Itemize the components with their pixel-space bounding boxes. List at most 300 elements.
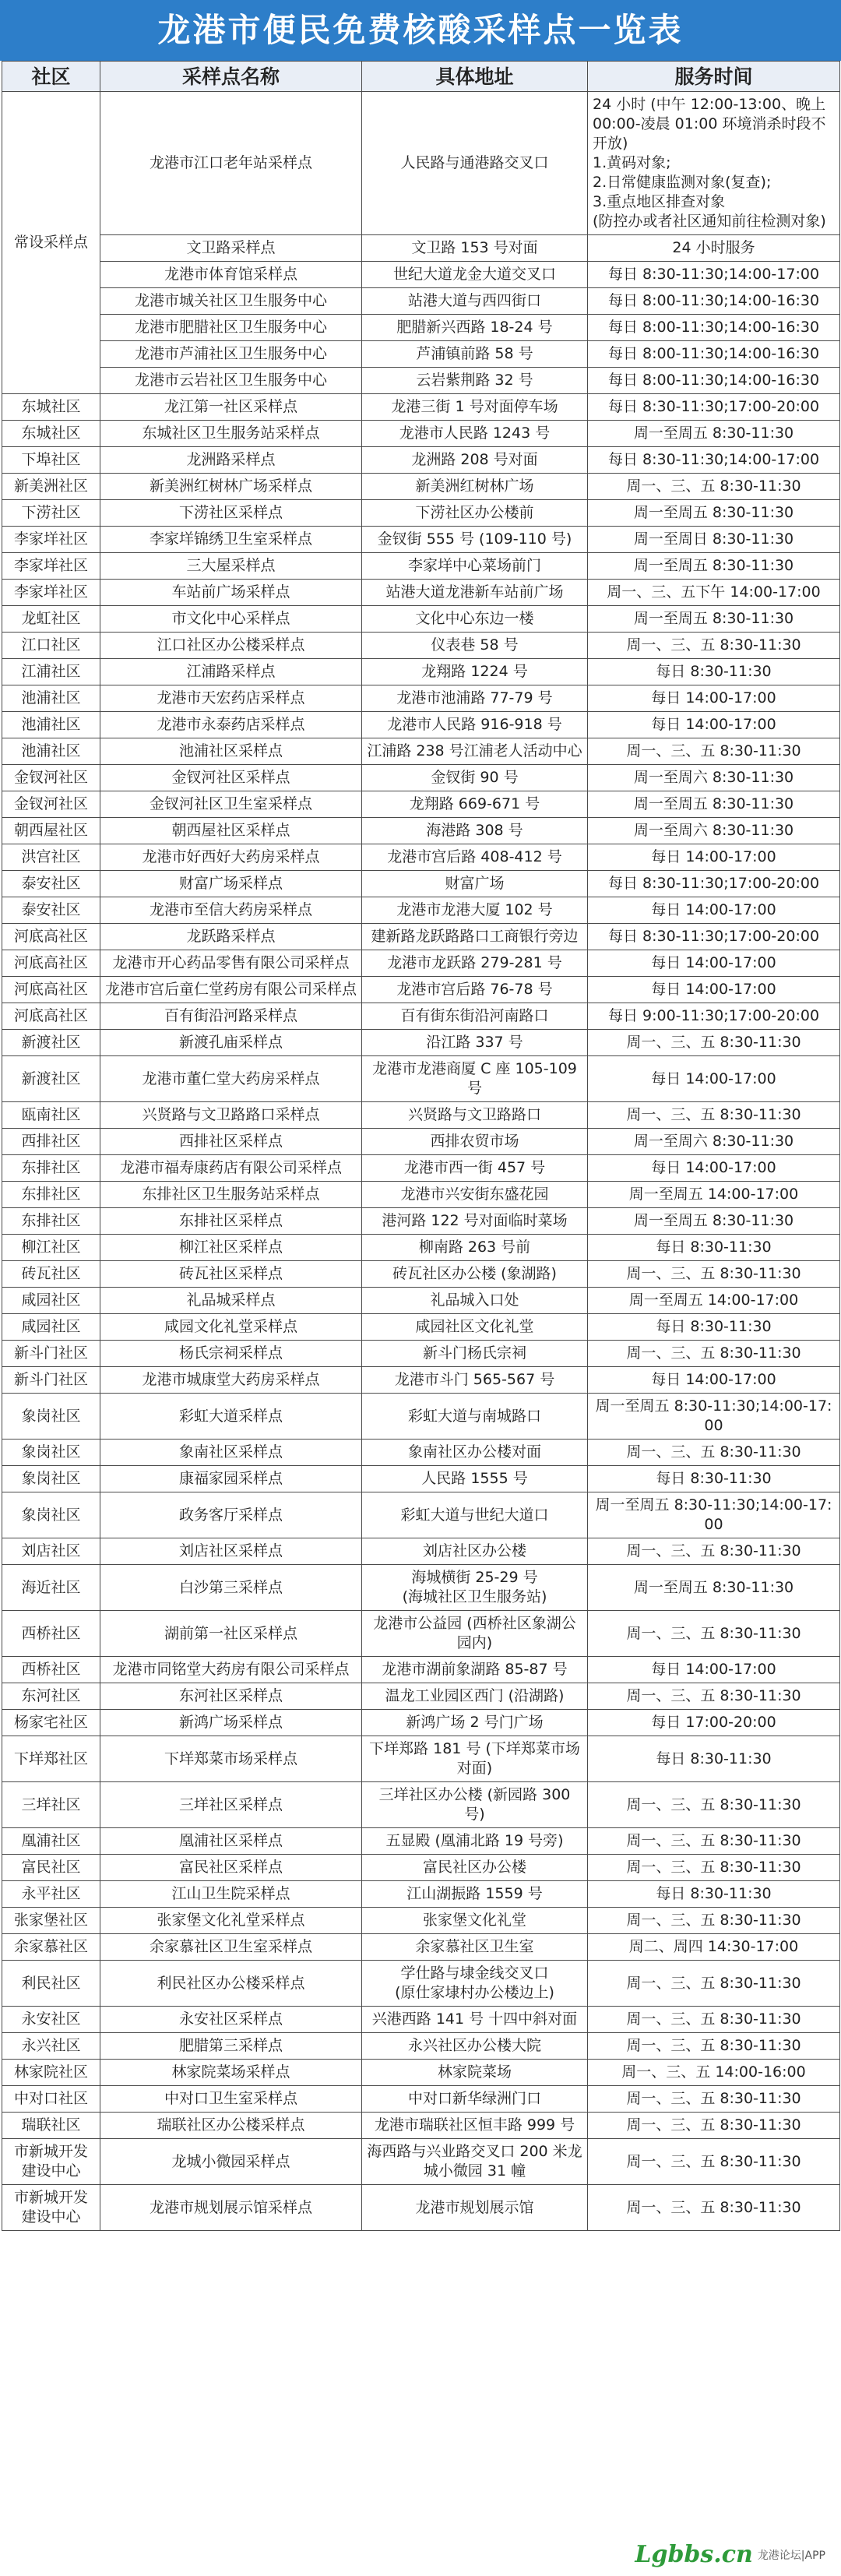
table-row <box>2 1961 840 2007</box>
service-time-cell: 周一、三、五 14:00-16:00 <box>588 2060 840 2086</box>
table-row <box>2 1235 840 1261</box>
service-time-cell: 每日 8:30-11:30;17:00-20:00 <box>588 871 840 897</box>
service-time-cell: 周一至周五 14:00-17:00 <box>588 1288 840 1314</box>
table-row <box>2 2086 840 2113</box>
address-cell: 龙港市龙跃路 279-281 号 <box>362 950 588 977</box>
site-name-cell: 龙城小微园采样点 <box>100 2139 362 2185</box>
site-name-cell: 朝西屋社区采样点 <box>100 818 362 844</box>
address-cell: 龙港市龙港大厦 102 号 <box>362 897 588 924</box>
community-cell: 柳江社区 <box>2 1235 100 1261</box>
address-cell: 芦浦镇前路 58 号 <box>362 341 588 368</box>
address-cell: 站港大道龙港新车站前广场 <box>362 580 588 606</box>
service-time-cell: 每日 8:00-11:30;14:00-16:30 <box>588 288 840 315</box>
address-cell: 江浦路 238 号江浦老人活动中心 <box>362 738 588 765</box>
site-name-cell: 龙港市江口老年站采样点 <box>100 92 362 235</box>
community-cell: 咸园社区 <box>2 1314 100 1341</box>
community-cell: 象岗社区 <box>2 1492 100 1538</box>
community-cell: 象岗社区 <box>2 1394 100 1440</box>
community-cell: 瑞联社区 <box>2 2113 100 2139</box>
table-row <box>2 1492 840 1538</box>
community-cell: 河底高社区 <box>2 950 100 977</box>
service-time-cell: 每日 8:30-11:30;14:00-17:00 <box>588 262 840 288</box>
community-cell: 金钗河社区 <box>2 791 100 818</box>
address-cell: 下垟郑路 181 号 (下垟郑菜市场对面) <box>362 1736 588 1782</box>
address-cell: 新斗门杨氏宗祠 <box>362 1341 588 1367</box>
address-cell: 林家院菜场 <box>362 2060 588 2086</box>
table-row <box>2 633 840 659</box>
address-cell: 云岩紫荆路 32 号 <box>362 368 588 394</box>
table-row <box>2 1908 840 1934</box>
address-cell: 礼品城入口处 <box>362 1288 588 1314</box>
table-row <box>2 447 840 474</box>
table-row <box>2 1466 840 1492</box>
community-cell: 河底高社区 <box>2 924 100 950</box>
table-row <box>2 818 840 844</box>
table-row <box>2 580 840 606</box>
community-cell: 西桥社区 <box>2 1657 100 1683</box>
service-time-cell: 周一、三、五 8:30-11:30 <box>588 1611 840 1657</box>
site-name-cell: 龙港市开心药品零售有限公司采样点 <box>100 950 362 977</box>
address-cell: 三垟社区办公楼 (新园路 300 号) <box>362 1782 588 1828</box>
community-cell: 象岗社区 <box>2 1440 100 1466</box>
address-cell: 刘店社区办公楼 <box>362 1538 588 1565</box>
service-time-cell: 周一、三、五 8:30-11:30 <box>588 1828 840 1855</box>
community-cell: 池浦社区 <box>2 712 100 738</box>
community-cell: 海近社区 <box>2 1565 100 1611</box>
service-time-cell: 周一至周五 8:30-11:30 <box>588 1565 840 1611</box>
community-cell: 常设采样点 <box>2 92 100 394</box>
community-cell: 西排社区 <box>2 1129 100 1155</box>
service-time-cell: 每日 8:30-11:30 <box>588 659 840 685</box>
address-cell: 下涝社区办公楼前 <box>362 500 588 527</box>
community-cell: 朝西屋社区 <box>2 818 100 844</box>
sampling-table <box>2 61 840 2231</box>
service-time-cell: 每日 17:00-20:00 <box>588 1710 840 1736</box>
table-row <box>2 1828 840 1855</box>
community-cell: 西桥社区 <box>2 1611 100 1657</box>
service-time-cell: 周一、三、五 8:30-11:30 <box>588 2185 840 2231</box>
address-cell: 余家慕社区卫生室 <box>362 1934 588 1961</box>
address-cell: 西排农贸市场 <box>362 1129 588 1155</box>
service-time-cell: 周一、三、五 8:30-11:30 <box>588 2113 840 2139</box>
address-cell: 海城横街 25-29 号 (海城社区卫生服务站) <box>362 1565 588 1611</box>
community-cell: 三垟社区 <box>2 1782 100 1828</box>
service-time-cell: 周一至周六 8:30-11:30 <box>588 765 840 791</box>
service-time-cell: 周一、三、五 8:30-11:30 <box>588 1782 840 1828</box>
address-cell: 人民路与通港路交叉口 <box>362 92 588 235</box>
forum-watermark <box>630 2539 830 2570</box>
service-time-cell: 每日 8:00-11:30;14:00-16:30 <box>588 315 840 341</box>
table-row <box>2 1394 840 1440</box>
site-name-cell: 龙港市天宏药店采样点 <box>100 685 362 712</box>
address-cell: 龙翔路 1224 号 <box>362 659 588 685</box>
table-row <box>2 897 840 924</box>
table-row <box>2 1855 840 1881</box>
table-row <box>2 553 840 580</box>
site-name-cell: 龙港市福寿康药店有限公司采样点 <box>100 1155 362 1182</box>
table-row <box>2 368 840 394</box>
site-name-cell: 瑞联社区办公楼采样点 <box>100 2113 362 2139</box>
service-time-cell: 周一、三、五 8:30-11:30 <box>588 1538 840 1565</box>
table-row <box>2 2139 840 2185</box>
address-cell: 仪表巷 58 号 <box>362 633 588 659</box>
address-cell: 海港路 308 号 <box>362 818 588 844</box>
service-time-cell: 周一、三、五 8:30-11:30 <box>588 474 840 500</box>
table-row <box>2 738 840 765</box>
service-time-cell: 周一、三、五 8:30-11:30 <box>588 1855 840 1881</box>
service-time-cell: 每日 14:00-17:00 <box>588 950 840 977</box>
service-time-cell: 每日 8:30-11:30;17:00-20:00 <box>588 924 840 950</box>
address-cell: 龙港市湖前象湖路 85-87 号 <box>362 1657 588 1683</box>
table-row <box>2 1288 840 1314</box>
community-cell: 张家堡社区 <box>2 1908 100 1934</box>
service-time-cell: 周一至周五 8:30-11:30;14:00-17:00 <box>588 1492 840 1538</box>
service-time-cell: 周一、三、五 8:30-11:30 <box>588 1440 840 1466</box>
table-row <box>2 394 840 421</box>
community-cell: 新渡社区 <box>2 1056 100 1102</box>
site-name-cell: 龙港市永泰药店采样点 <box>100 712 362 738</box>
site-name-cell: 江山卫生院采样点 <box>100 1881 362 1908</box>
address-cell: 龙港市规划展示馆 <box>362 2185 588 2231</box>
community-cell: 洪宫社区 <box>2 844 100 871</box>
site-name-cell: 兴贤路与文卫路路口采样点 <box>100 1102 362 1129</box>
table-row <box>2 1934 840 1961</box>
community-cell: 东河社区 <box>2 1683 100 1710</box>
table-row <box>2 1261 840 1288</box>
table-row <box>2 1657 840 1683</box>
community-cell: 下涝社区 <box>2 500 100 527</box>
community-cell: 余家慕社区 <box>2 1934 100 1961</box>
community-cell: 富民社区 <box>2 1855 100 1881</box>
site-name-cell: 金钗河社区采样点 <box>100 765 362 791</box>
site-name-cell: 龙港市好西好大药房采样点 <box>100 844 362 871</box>
service-time-cell: 每日 8:30-11:30 <box>588 1235 840 1261</box>
site-name-cell: 砖瓦社区采样点 <box>100 1261 362 1288</box>
address-cell: 财富广场 <box>362 871 588 897</box>
table-row <box>2 288 840 315</box>
community-cell: 永兴社区 <box>2 2033 100 2060</box>
community-cell: 市新城开发建设中心 <box>2 2185 100 2231</box>
address-cell: 兴港西路 141 号 十四中斜对面 <box>362 2007 588 2033</box>
service-time-cell: 周一、三、五 8:30-11:30 <box>588 1030 840 1056</box>
service-time-cell: 每日 14:00-17:00 <box>588 712 840 738</box>
site-name-cell: 龙洲路采样点 <box>100 447 362 474</box>
address-cell: 龙港市龙港商厦 C 座 105-109 号 <box>362 1056 588 1102</box>
address-cell: 龙港市宫后路 408-412 号 <box>362 844 588 871</box>
service-time-cell: 周一至周五 8:30-11:30 <box>588 553 840 580</box>
community-cell: 咸园社区 <box>2 1288 100 1314</box>
table-row <box>2 1030 840 1056</box>
service-time-cell: 周一、三、五 8:30-11:30 <box>588 1102 840 1129</box>
service-time-cell: 周一至周六 8:30-11:30 <box>588 818 840 844</box>
site-name-cell: 富民社区采样点 <box>100 1855 362 1881</box>
address-cell: 金钗街 555 号 (109-110 号) <box>362 527 588 553</box>
site-name-cell: 龙港市云岩社区卫生服务中心 <box>100 368 362 394</box>
site-name-cell: 湖前第一社区采样点 <box>100 1611 362 1657</box>
address-cell: 兴贤路与文卫路路口 <box>362 1102 588 1129</box>
site-name-cell: 彩虹大道采样点 <box>100 1394 362 1440</box>
address-cell: 龙翔路 669-671 号 <box>362 791 588 818</box>
address-cell: 永兴社区办公楼大院 <box>362 2033 588 2060</box>
community-cell: 市新城开发建设中心 <box>2 2139 100 2185</box>
address-cell: 五显殿 (凰浦北路 19 号旁) <box>362 1828 588 1855</box>
site-name-cell: 三大屋采样点 <box>100 553 362 580</box>
service-time-cell: 每日 14:00-17:00 <box>588 977 840 1003</box>
table-row <box>2 791 840 818</box>
address-cell: 龙港市人民路 916-918 号 <box>362 712 588 738</box>
address-cell: 柳南路 263 号前 <box>362 1235 588 1261</box>
service-time-cell: 周一至周五 8:30-11:30 <box>588 791 840 818</box>
table-row <box>2 606 840 633</box>
table-row <box>2 1710 840 1736</box>
service-time-cell: 周一、三、五 8:30-11:30 <box>588 1341 840 1367</box>
service-time-cell: 每日 8:30-11:30 <box>588 1881 840 1908</box>
community-cell: 象岗社区 <box>2 1466 100 1492</box>
site-name-cell: 东河社区采样点 <box>100 1683 362 1710</box>
service-time-cell: 24 小时 (中午 12:00-13:00、晚上 00:00-凌晨 01:00 环境消杀时段不开放) 1.黄码对象; 2.日常健康监测对象(复查); 3.重点地区排查对象 (防控办或者社区通知前往检测对象) <box>588 92 840 235</box>
site-name-cell: 西排社区采样点 <box>100 1129 362 1155</box>
table-row <box>2 1881 840 1908</box>
service-time-cell: 周一、三、五 8:30-11:30 <box>588 2007 840 2033</box>
service-time-cell: 周一至周日 8:30-11:30 <box>588 527 840 553</box>
community-cell: 刘店社区 <box>2 1538 100 1565</box>
service-time-cell: 周一、三、五 8:30-11:30 <box>588 1908 840 1934</box>
site-name-cell: 肥腊第三采样点 <box>100 2033 362 2060</box>
table-row <box>2 950 840 977</box>
site-name-cell: 东排社区采样点 <box>100 1208 362 1235</box>
service-time-cell: 周一、三、五下午 14:00-17:00 <box>588 580 840 606</box>
table-header-row <box>2 62 840 92</box>
service-time-cell: 周一至周五 8:30-11:30 <box>588 606 840 633</box>
address-cell: 彩虹大道与世纪大道口 <box>362 1492 588 1538</box>
table-row <box>2 1129 840 1155</box>
service-time-cell: 周一、三、五 8:30-11:30 <box>588 738 840 765</box>
table-row <box>2 315 840 341</box>
site-name-cell: 江浦路采样点 <box>100 659 362 685</box>
service-time-cell: 周一至周五 8:30-11:30 <box>588 500 840 527</box>
address-cell: 彩虹大道与南城路口 <box>362 1394 588 1440</box>
service-time-cell: 每日 9:00-11:30;17:00-20:00 <box>588 1003 840 1030</box>
table-row <box>2 871 840 897</box>
community-cell: 中对口社区 <box>2 2086 100 2113</box>
service-time-cell: 每日 8:30-11:30;14:00-17:00 <box>588 447 840 474</box>
service-time-cell: 每日 8:30-11:30;17:00-20:00 <box>588 394 840 421</box>
service-time-cell: 每日 8:00-11:30;14:00-16:30 <box>588 368 840 394</box>
table-body <box>2 92 840 2231</box>
community-cell: 泰安社区 <box>2 897 100 924</box>
table-row <box>2 421 840 447</box>
community-cell: 下埠社区 <box>2 447 100 474</box>
site-name-cell: 龙江第一社区采样点 <box>100 394 362 421</box>
table-row <box>2 1102 840 1129</box>
table-row <box>2 500 840 527</box>
community-cell: 东城社区 <box>2 394 100 421</box>
address-cell: 新美洲红树林广场 <box>362 474 588 500</box>
address-cell: 龙港市池浦路 77-79 号 <box>362 685 588 712</box>
site-name-cell: 下涝社区采样点 <box>100 500 362 527</box>
address-cell: 江山湖振路 1559 号 <box>362 1881 588 1908</box>
site-name-cell: 龙港市芦浦社区卫生服务中心 <box>100 341 362 368</box>
address-cell: 百有街东街沿河南路口 <box>362 1003 588 1030</box>
service-time-cell: 周一、三、五 8:30-11:30 <box>588 1961 840 2007</box>
site-name-cell: 龙跃路采样点 <box>100 924 362 950</box>
table-row <box>2 765 840 791</box>
table-row <box>2 1314 840 1341</box>
table-row <box>2 2185 840 2231</box>
service-time-cell: 每日 14:00-17:00 <box>588 844 840 871</box>
community-cell: 池浦社区 <box>2 738 100 765</box>
forum-logo-caption: 龙港论坛|APP <box>757 2549 825 2562</box>
site-name-cell: 东排社区卫生服务站采样点 <box>100 1182 362 1208</box>
site-name-cell: 龙港市体育馆采样点 <box>100 262 362 288</box>
service-time-cell: 周一至周五 8:30-11:30;14:00-17:00 <box>588 1394 840 1440</box>
service-time-cell: 每日 14:00-17:00 <box>588 897 840 924</box>
table-row <box>2 1782 840 1828</box>
table-row <box>2 1155 840 1182</box>
site-name-cell: 龙港市宫后童仁堂药房有限公司采样点 <box>100 977 362 1003</box>
site-name-cell: 新美洲红树林广场采样点 <box>100 474 362 500</box>
site-name-cell: 政务客厅采样点 <box>100 1492 362 1538</box>
site-name-cell: 龙港市城康堂大药房采样点 <box>100 1367 362 1394</box>
site-name-cell: 象南社区采样点 <box>100 1440 362 1466</box>
site-name-cell: 下垟郑菜市场采样点 <box>100 1736 362 1782</box>
address-cell: 富民社区办公楼 <box>362 1855 588 1881</box>
table-row <box>2 712 840 738</box>
table-row <box>2 341 840 368</box>
site-name-cell: 杨氏宗祠采样点 <box>100 1341 362 1367</box>
community-cell: 金钗河社区 <box>2 765 100 791</box>
address-cell: 龙港市斗门 565-567 号 <box>362 1367 588 1394</box>
service-time-cell: 每日 14:00-17:00 <box>588 1056 840 1102</box>
site-name-cell: 车站前广场采样点 <box>100 580 362 606</box>
service-time-cell: 周一、三、五 8:30-11:30 <box>588 2139 840 2185</box>
site-name-cell: 东城社区卫生服务站采样点 <box>100 421 362 447</box>
table-row <box>2 2060 840 2086</box>
community-cell: 下垟郑社区 <box>2 1736 100 1782</box>
community-cell: 泰安社区 <box>2 871 100 897</box>
table-row <box>2 235 840 262</box>
site-name-cell: 江口社区办公楼采样点 <box>100 633 362 659</box>
address-cell: 温龙工业园区西门 (沿湖路) <box>362 1683 588 1710</box>
site-name-cell: 凰浦社区采样点 <box>100 1828 362 1855</box>
address-cell: 龙港市西一街 457 号 <box>362 1155 588 1182</box>
service-time-cell: 周一至周五 14:00-17:00 <box>588 1182 840 1208</box>
address-cell: 李家垟中心菜场前门 <box>362 553 588 580</box>
table-row <box>2 1611 840 1657</box>
address-cell: 龙港市兴安街东盛花园 <box>362 1182 588 1208</box>
forum-logo-icon: Lgbbs.cn <box>635 2541 753 2568</box>
service-time-cell: 周一、三、五 8:30-11:30 <box>588 2086 840 2113</box>
service-time-cell: 每日 14:00-17:00 <box>588 1657 840 1683</box>
address-cell: 咸园社区文化礼堂 <box>362 1314 588 1341</box>
header-site-name: 采样点名称 <box>100 62 362 92</box>
site-name-cell: 龙港市董仁堂大药房采样点 <box>100 1056 362 1102</box>
site-name-cell: 龙港市同铭堂大药房有限公司采样点 <box>100 1657 362 1683</box>
service-time-cell: 周一、三、五 8:30-11:30 <box>588 1261 840 1288</box>
table-row <box>2 659 840 685</box>
community-cell: 池浦社区 <box>2 685 100 712</box>
community-cell: 东城社区 <box>2 421 100 447</box>
address-cell: 龙港市公益园 (西桥社区象湖公园内) <box>362 1611 588 1657</box>
address-cell: 站港大道与西四街口 <box>362 288 588 315</box>
address-cell: 砖瓦社区办公楼 (象湖路) <box>362 1261 588 1288</box>
service-time-cell: 24 小时服务 <box>588 235 840 262</box>
table-row <box>2 1538 840 1565</box>
table-row <box>2 474 840 500</box>
community-cell: 李家垟社区 <box>2 553 100 580</box>
table-row <box>2 2033 840 2060</box>
site-name-cell: 池浦社区采样点 <box>100 738 362 765</box>
community-cell: 新斗门社区 <box>2 1367 100 1394</box>
site-name-cell: 刘店社区采样点 <box>100 1538 362 1565</box>
community-cell: 利民社区 <box>2 1961 100 2007</box>
community-cell: 河底高社区 <box>2 977 100 1003</box>
site-name-cell: 利民社区办公楼采样点 <box>100 1961 362 2007</box>
community-cell: 江口社区 <box>2 633 100 659</box>
service-time-cell: 周一至周五 8:30-11:30 <box>588 421 840 447</box>
community-cell: 永平社区 <box>2 1881 100 1908</box>
service-time-cell: 周一、三、五 8:30-11:30 <box>588 1683 840 1710</box>
community-cell: 东排社区 <box>2 1208 100 1235</box>
table-row <box>2 1341 840 1367</box>
community-cell: 李家垟社区 <box>2 527 100 553</box>
table-row <box>2 1683 840 1710</box>
community-cell: 砖瓦社区 <box>2 1261 100 1288</box>
community-cell: 新斗门社区 <box>2 1341 100 1367</box>
address-cell: 中对口新华绿洲门口 <box>362 2086 588 2113</box>
site-name-cell: 龙港市肥腊社区卫生服务中心 <box>100 315 362 341</box>
site-name-cell: 柳江社区采样点 <box>100 1235 362 1261</box>
community-cell: 江浦社区 <box>2 659 100 685</box>
address-cell: 龙港市瑞联社区恒丰路 999 号 <box>362 2113 588 2139</box>
community-cell: 新美洲社区 <box>2 474 100 500</box>
service-time-cell: 周一、三、五 8:30-11:30 <box>588 633 840 659</box>
community-cell: 东排社区 <box>2 1182 100 1208</box>
table-row <box>2 527 840 553</box>
site-name-cell: 市文化中心采样点 <box>100 606 362 633</box>
address-cell: 龙港市人民路 1243 号 <box>362 421 588 447</box>
service-time-cell: 每日 8:00-11:30;14:00-16:30 <box>588 341 840 368</box>
site-name-cell: 金钗河社区卫生室采样点 <box>100 791 362 818</box>
table-row <box>2 924 840 950</box>
site-name-cell: 林家院菜场采样点 <box>100 2060 362 2086</box>
site-name-cell: 礼品城采样点 <box>100 1288 362 1314</box>
address-cell: 龙港市宫后路 76-78 号 <box>362 977 588 1003</box>
site-name-cell: 财富广场采样点 <box>100 871 362 897</box>
service-time-cell: 每日 8:30-11:30 <box>588 1314 840 1341</box>
table-row <box>2 685 840 712</box>
address-cell: 文卫路 153 号对面 <box>362 235 588 262</box>
address-cell: 海西路与兴业路交叉口 200 米龙城小微园 31 幢 <box>362 2139 588 2185</box>
site-name-cell: 文卫路采样点 <box>100 235 362 262</box>
site-name-cell: 百有街沿河路采样点 <box>100 1003 362 1030</box>
table-row <box>2 262 840 288</box>
page-title: 龙港市便民免费核酸采样点一览表 <box>0 0 841 61</box>
site-name-cell: 新渡孔庙采样点 <box>100 1030 362 1056</box>
table-row <box>2 1056 840 1102</box>
table-row <box>2 92 840 235</box>
service-time-cell: 每日 14:00-17:00 <box>588 685 840 712</box>
table-row <box>2 1182 840 1208</box>
table-row <box>2 1003 840 1030</box>
table-row <box>2 1367 840 1394</box>
service-time-cell: 周一至周五 8:30-11:30 <box>588 1208 840 1235</box>
site-name-cell: 永安社区采样点 <box>100 2007 362 2033</box>
community-cell: 新渡社区 <box>2 1030 100 1056</box>
service-time-cell: 每日 8:30-11:30 <box>588 1736 840 1782</box>
address-cell: 金钗街 90 号 <box>362 765 588 791</box>
site-name-cell: 三垟社区采样点 <box>100 1782 362 1828</box>
